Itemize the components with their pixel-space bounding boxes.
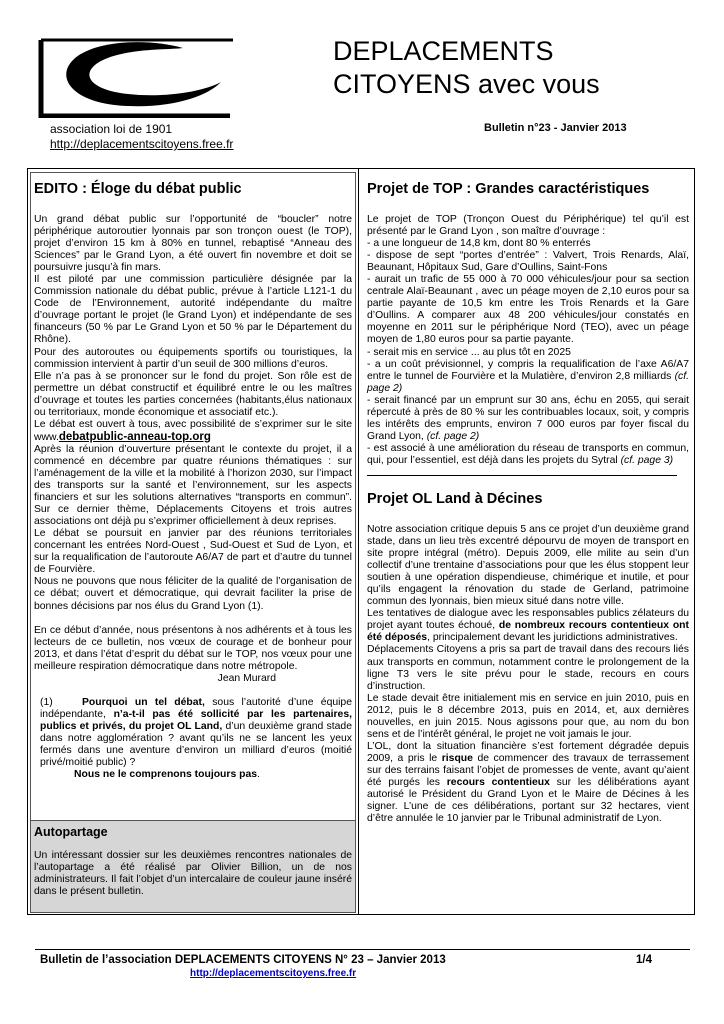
top-list-item — [367, 395, 689, 443]
section-divider — [367, 475, 677, 476]
page-reference: (cf. page 2) — [426, 430, 480, 442]
edito-title: EDITO : Éloge du débat public — [34, 181, 242, 197]
ol-text: L’OL, dont la situation financière s’est fortement dégradée depuis 2009, a pris le — [367, 740, 689, 764]
masthead-line2: CITOYENS avec vous — [333, 69, 600, 99]
ol-paragraph: Le stade devait être initialement mis en service en juin 2010, puis en 2012, puis le 8 décembre 2013, puis en 2014, et, aux dernières nouvelles, en juin 2015. Nous agissons pour que, au nom du bon sens et de l’intérêt général, le projet ne voit jamais le jour. — [367, 692, 689, 740]
edito-signature: Jean Murard — [217, 672, 276, 684]
ol-text: sur les délibérations ayant autorisé le Président du Grand Lyon et le Maire de Décines à les signer. L’une de ces délibérations, portant sur 32 hectares, vient d’être annulée le 10 janvier par le Tribunal administratif de Lyon. — [367, 776, 689, 825]
footnote-number: (1) — [40, 696, 53, 708]
top-list-text: - serait financé par un emprunt sur 30 ans, échu en 2055, qui serait répercuté à près de 80 % sur les contribuables locaux, soit, y compris les intérêts des emprunts, environ 7 000 euros par foyer fiscal du Grand Lyon, — [367, 394, 689, 442]
ol-text: de commencer des travaux de terrassement sur des terrains faisant l’objet de promesses de vente, avant qu’aient été purgés les — [367, 752, 689, 788]
edito-paragraph: Il est piloté par une commission particulière désignée par la Commission nationale du débat public, prévue à l’article L121-1 du Code de l’Environnement, autorité indépendante du maître d’ouvrage portant le projet (le Grand Lyon) et indépendante de ses financeurs (50 % par Le Grand Lyon et 50 % par le Département du Rhône). — [34, 274, 352, 346]
ol-bold: risque — [441, 752, 473, 764]
edito-footnote — [34, 697, 352, 769]
top-list-item: - aurait un trafic de 55 000 à 70 000 véhicules/jour pour sa section centrale Alaï-Beaunant , avec un péage moyen de 2,10 euros pour sa partie payante de 10,5 km entre les Trois Renards et la Gare d’Oullins. A comparer aux 48 200 véhicules/jour constatés en moyenne en 2011 sur le périphérique Nord (TEO), avec un péage moyen de 1,80 euros pour sa partie payante. — [367, 274, 689, 346]
edito-paragraph: Pour des autoroutes ou équipements sportifs ou touristiques, la commission intervient à partir d’un seuil de 300 millions d’euros. — [34, 346, 352, 370]
edito-paragraph: Nous ne pouvons que nous féliciter de la qualité de l’organisation de ce débat; ouvert et démocratique, qui devrait faciliter la prise de bonnes décisions par nos élus du Grand Lyon (1). — [34, 576, 352, 612]
ol-title: Projet OL Land à Décines — [367, 490, 543, 507]
autopartage-column — [34, 825, 352, 898]
page-reference: (cf. page 3) — [620, 454, 674, 466]
top-list-text: - est associé à une amélioration du réseau de transports en commun, qui, pour l’essentiel, est déjà dans les projets du Sytral — [367, 442, 689, 466]
ol-bold: de nombreux recours contentieux ont été déposés — [367, 620, 689, 644]
right-column — [367, 180, 689, 825]
ol-text: Les tentatives de dialogue avec les responsables publics zélateurs du projet ayant toutes échoué, — [367, 608, 689, 632]
column-divider — [358, 168, 359, 915]
top-intro: Le projet de TOP (Tronçon Ouest du Périphérique) tel qu’il est présenté par le Grand Lyon , son maître d’ouvrage : — [367, 214, 689, 238]
ol-paragraph — [367, 741, 689, 825]
masthead-line1: DEPLACEMENTS — [333, 36, 554, 66]
top-list-item: - a une longueur de 14,8 km, dont 80 % enterrés — [367, 238, 591, 250]
top-list-item: - serait mis en service ... au plus tôt en 2025 — [367, 346, 571, 358]
footnote-conclusion — [34, 769, 352, 781]
top-list-text: - a un coût prévisionnel, y compris la requalification de l’axe A6/A7 entre le tunnel de Fourvière et la Mulatière, d’environ 2,8 milliards — [367, 358, 689, 382]
ol-text: , principalement devant les juridictions administratives. — [427, 632, 678, 644]
top-list-item — [367, 359, 689, 395]
association-label: association loi de 1901 — [50, 122, 173, 136]
footnote-bold: n’a-t-il pas été sollicité par les partenaires, publics et privés, du projet OL Land, — [40, 708, 352, 732]
footnote-text: d’un deuxième grand stade dans notre agglomération ? avant qu’ils ne se lancent les yeux fermés dans une aventure d’environ un milliard d’euros (moitié privé/moitié public) ? — [40, 720, 352, 769]
bulletin-number: Bulletin n°23 - Janvier 2013 — [484, 122, 627, 134]
edito-paragraph: En ce début d’année, nous présentons à nos adhérents et à tous les lecteurs de ce bulletin, nos vœux de courage et de bonheur pour 2013, et dans l’état d’esprit du débat sur le TOP, nos vœux pour une meilleure respiration démocratique dans notre métropole. — [34, 624, 352, 672]
ol-paragraph: Notre association critique depuis 5 ans ce projet d’un deuxième grand stade, dans un lieu très excentré dépourvu de moyen de transport en site propre intégral (métro). Depuis 2009, elle milite au sein d’un collectif d’une trentaine d’associations pour que les élus stoppent leur soutien à une opération dispendieuse, chimérique et inutile, et pour qu’ils engagent la rénovation du stade de Gerland, patrimoine commun des lyonnais, bien mieux situé dans notre ville. — [367, 523, 689, 608]
edito-paragraph: Après la réunion d’ouverture présentant le contexte du projet, il a commencé en décembre par quatre réunions thématiques : sur l’aménagement de la ville et la mobilité à l’horizon 2030, sur l’impact des transports sur la santé et l’environnement, sur les aspects financiers et sur les solutions alternatives “transports en commun”. Sur ce dernier thème, Déplacements Citoyens et trois autres associations ont déjà pu s’exprimer officiellement à deux reprises. — [34, 443, 352, 528]
top-title: Projet de TOP : Grandes caractéristiques — [367, 181, 650, 197]
logo — [33, 38, 238, 118]
edito-site-prefix: Le débat est ouvert à tous, avec possibilité de s’exprimer sur le site www. — [34, 418, 352, 443]
footnote-period: . — [257, 769, 260, 781]
ol-bold: recours contentieux — [446, 776, 550, 788]
debat-link[interactable]: debatpublic-anneau-top.org — [58, 430, 211, 443]
footer-site-link[interactable]: http://deplacementscitoyens.free.fr — [190, 968, 357, 979]
autopartage-title: Autopartage — [34, 825, 108, 839]
page-number: 1/4 — [636, 954, 652, 966]
page-reference: (cf. page 2) — [367, 370, 689, 394]
autopartage-text: Un intéressant dossier sur les deuxièmes rencontres nationales de l’autopartage a été réalisé par Olivier Billion, un de nos administrateurs. Il fait l’objet d’un intercalaire de couleur jaune inséré dans le présent bulletin. — [34, 850, 352, 898]
ol-paragraph — [367, 608, 689, 644]
top-list-item — [367, 443, 689, 467]
masthead-title — [333, 35, 600, 101]
edito-paragraph: Le débat se poursuit en janvier par des réunions territoriales concernant les entrées Nord-Ouest , Sud-Ouest et Sud de Lyon, et sur la requalification de l’autoroute A6/A7 de part et d’autre du tunnel de Fourvière. — [34, 528, 352, 576]
edito-paragraph — [34, 419, 352, 444]
footnote-bold: Pourquoi un tel débat, — [81, 696, 205, 708]
edito-paragraph: Elle n’a pas à se prononcer sur le fond du projet. Son rôle est de permettre un débat constructif et équilibré entre le ou les maîtres d’ouvrage et toutes les parties concernées (habitants,élus nationaux ou territoriaux, monde économique et associatif etc.). — [34, 370, 352, 418]
site-link[interactable]: http://deplacementscitoyens.free.fr — [50, 137, 234, 151]
footer-text: Bulletin de l’association DEPLACEMENTS CITOYENS N° 23 – Janvier 2013 — [40, 954, 446, 966]
footnote-bold: Nous ne le comprenons toujours pas — [74, 769, 258, 781]
ol-paragraph: Déplacements Citoyens a pris sa part de travail dans des recours liés aux transports en commun, notamment contre le prolongement de la ligne T3 vers le site prévu pour le stade, recours en cours d’instruction. — [367, 644, 689, 692]
edito-column — [34, 180, 352, 781]
edito-paragraph: Un grand débat public sur l’opportunité de “boucler” notre périphérique autoroutier lyonnais par son tronçon ouest (le TOP), projet d’environ 15 km à 80% en tunnel, rebaptisé “Anneau des Sciences” par le Grand Lyon, a été ouvert fin novembre et doit se poursuivre jusqu’à fin mars. — [34, 214, 352, 274]
top-list-item: - dispose de sept “portes d’entrée” : Valvert, Trois Renards, Alaï, Beaunant, Hôpitaux Sud, Gare d’Oullins, Saint-Fons — [367, 250, 689, 274]
footnote-text: sous l’autorité d’une équipe indépendante, — [40, 696, 352, 720]
footer-rule — [35, 949, 690, 950]
